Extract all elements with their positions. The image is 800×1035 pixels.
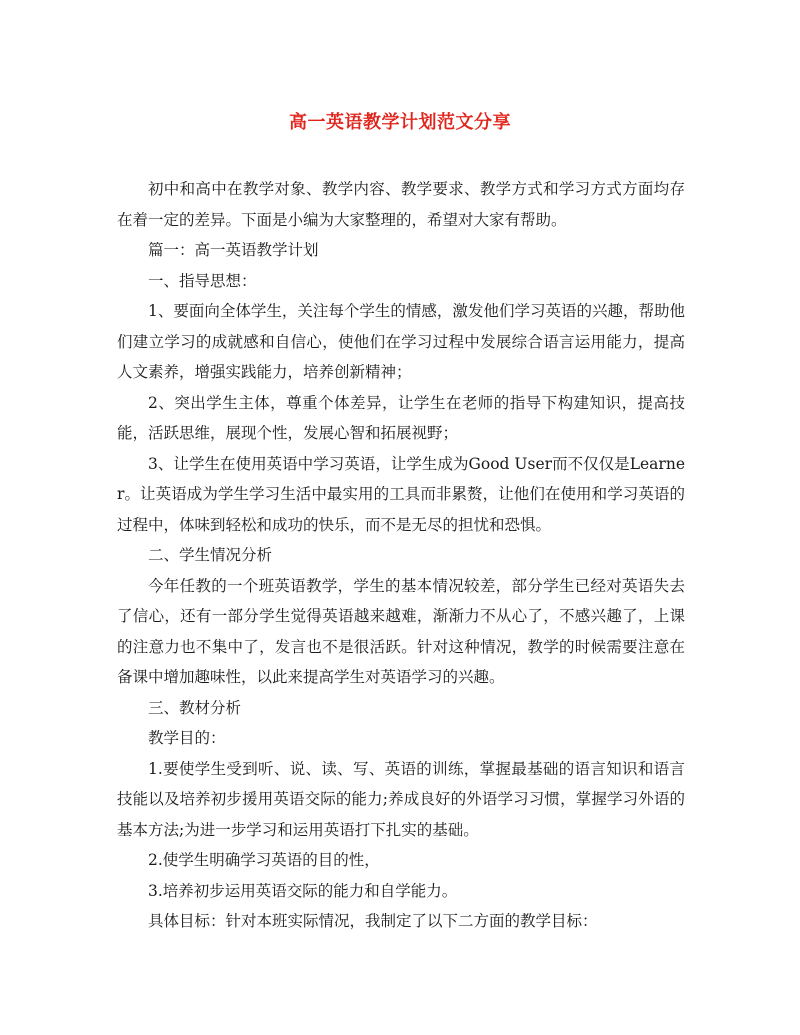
paragraph-section-heading: 篇一：高一英语教学计划 (148, 241, 319, 259)
paragraph-purpose-1: 1.要使学生受到听、说、读、写、英语的训练，掌握最基础的语言知识和语言技能以及培养初步援用英语交际的能力;养成良好的外语学习习惯，掌握学习外语的基本方法;为进一步学习和运用英语打下扎实的基础。 (117, 759, 685, 839)
paragraph-teaching-purpose-label: 教学目的： (148, 729, 226, 747)
paragraph-student-analysis: 今年任教的一个班英语教学，学生的基本情况较差，部分学生已经对英语失去了信心，还有一部分学生觉得英语越来越难，渐渐力不从心了，不感兴趣了，上课的注意力也不集中了，发言也不是很活跃。针对这种情况，教学的时候需要注意在备课中增加趣味性，以此来提高学生对英语学习的兴趣。 (117, 576, 685, 686)
paragraph-heading-guiding-ideas: 一、指导思想： (148, 271, 257, 290)
paragraph-purpose-2: 2.使学生明确学习英语的目的性， (148, 851, 380, 869)
paragraph-item-1: 1、要面向全体学生，关注每个学生的情感，激发他们学习英语的兴趣，帮助他们建立学习的成就感和自信心，使他们在学习过程中发展综合语言运用能力，提高人文素养，增强实践能力，培养创新精神； (117, 302, 685, 381)
paragraph-item-3: 3、让学生在使用英语中学习英语，让学生成为Good User而不仅仅是Learner。让英语成为学生学习生活中最实用的工具而非累赘，让他们在使用和学习英语的过程中，体味到轻松和成功的快乐，而不是无尽的担忧和恐惧。 (117, 454, 685, 534)
paragraph-item-2: 2、突出学生主体，尊重个体差异，让学生在老师的指导下构建知识，提高技能，活跃思维，展现个性，发展心智和拓展视野； (117, 393, 685, 442)
paragraph-specific-goals: 具体目标：针对本班实际情况，我制定了以下二方面的教学目标： (148, 912, 598, 930)
paragraph-intro: 初中和高中在教学对象、教学内容、教学要求、教学方式和学习方式方面均存在着一定的差异。下面是小编为大家整理的，希望对大家有帮助。 (117, 180, 685, 229)
paragraph-heading-textbook-analysis: 三、教材分析 (148, 698, 242, 717)
document-title: 高一英语教学计划范文分享 (289, 112, 511, 133)
paragraph-purpose-3: 3.培养初步运用英语交际的能力和自学能力。 (148, 881, 458, 900)
document-body (117, 174, 685, 937)
paragraph-heading-student-analysis: 二、学生情况分析 (148, 546, 273, 564)
